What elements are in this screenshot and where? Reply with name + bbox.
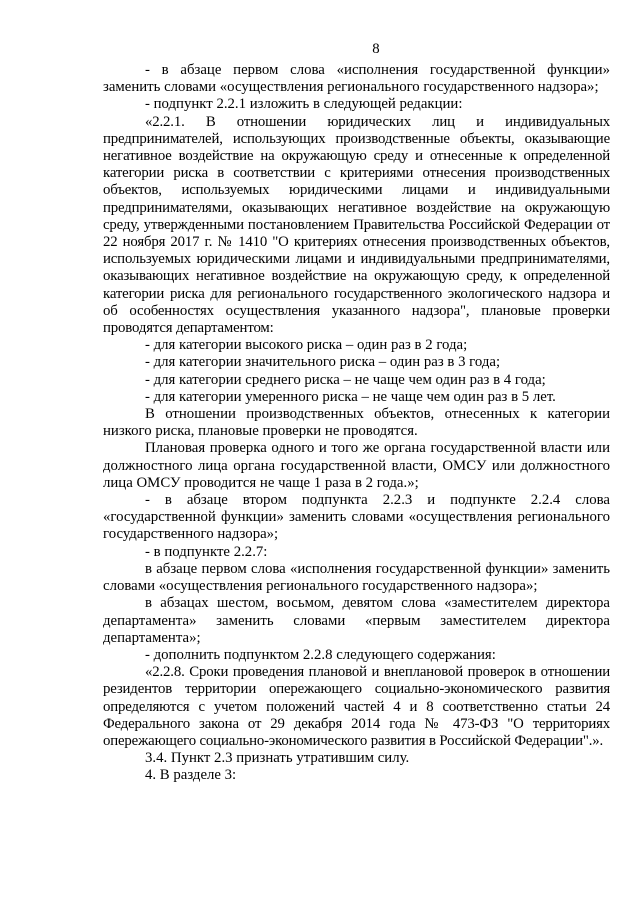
paragraph-planned-inspection: Плановая проверка одного и того же органа государственной власти или должностного лица органа государственной власти, ОМСУ или должностного лица ОМСУ проводится не чаще 1 раза в 2 года.»; — [103, 440, 610, 491]
paragraph-2-2-7-first-abzac: в абзаце первом слова «исполнения государственной функции» заменить словами «осуществления регионального государственного надзора»; — [103, 560, 610, 595]
paragraph-add-2-2-8-intro: - дополнить подпунктом 2.2.8 следующего содержания: — [145, 646, 496, 663]
list-item-moderate-risk: - для категории умеренного риска – не чаще чем один раз в 5 лет. — [145, 388, 556, 405]
paragraph-subpoint-2-2-1-intro: - подпункт 2.2.1 изложить в следующей редакции: — [145, 96, 463, 113]
page-number: 8 — [372, 41, 380, 57]
paragraph-2-2-7-deputy-director: в абзацах шестом, восьмом, девятом слова «заместителем директора департамента» заменить словами «первым заместителем директора департамента»; — [103, 595, 610, 646]
paragraph-subpoint-2-2-8-text: «2.2.8. Сроки проведения плановой и внеплановой проверок в отношении резидентов территории опережающего социально-экономического развития определяются с учетом положений частей 4 и 8 соответственно статьи 24 Федерального закона от 29 декабря 2014 года № 473-ФЗ "О территориях опережающего социально-экономического развития в Российской Федерации".». — [103, 664, 610, 749]
document-body — [103, 62, 610, 785]
paragraph-point-3-4: 3.4. Пункт 2.3 признать утратившим силу. — [145, 750, 410, 767]
paragraph-amend-2-2-3-2-2-4: - в абзаце втором подпункта 2.2.3 и подпункте 2.2.4 слова «государственной функции» заменить словами «осуществления регионального государственного надзора»; — [103, 492, 610, 543]
paragraph-subpoint-2-2-1-text: «2.2.1. В отношении юридических лиц и индивидуальных предпринимателей, использующих производственные объекты, оказывающие негативное воздействие на окружающую среду и отнесенные к определенной категории риска в соответствии с критериями отнесения производственных объектов, используемых юридическими лицами и индивидуальными предпринимателями, оказывающих негативное воздействие на окружающую среду, утвержденными постановлением Правительства Российской Федерации от 22 ноября 2017 г. № 1410 "О критериях отнесения производственных объектов, используемых юридическими лицами и индивидуальными предпринимателями, оказывающих негативное воздействие на окружающую среду, к определенной категории риска для регионального государственного экологического надзора и об особенностях осуществления указанного надзора", плановые проверки проводятся департаментом: — [103, 113, 610, 337]
list-item-significant-risk: - для категории значительного риска – один раз в 3 года; — [145, 354, 501, 371]
list-item-high-risk: - для категории высокого риска – один раз в 2 года; — [145, 337, 468, 354]
paragraph-amend-first-abzac: - в абзаце первом слова «исполнения государственной функции» заменить словами «осуществления регионального государственного надзора»; — [103, 62, 610, 96]
paragraph-low-risk: В отношении производственных объектов, отнесенных к категории низкого риска, плановые проверки не проводятся. — [103, 406, 610, 440]
paragraph-section-4-intro: 4. В разделе 3: — [145, 767, 237, 784]
list-item-medium-risk: - для категории среднего риска – не чаще чем один раз в 4 года; — [145, 371, 546, 388]
paragraph-subpoint-2-2-7-intro: - в подпункте 2.2.7: — [145, 543, 268, 560]
